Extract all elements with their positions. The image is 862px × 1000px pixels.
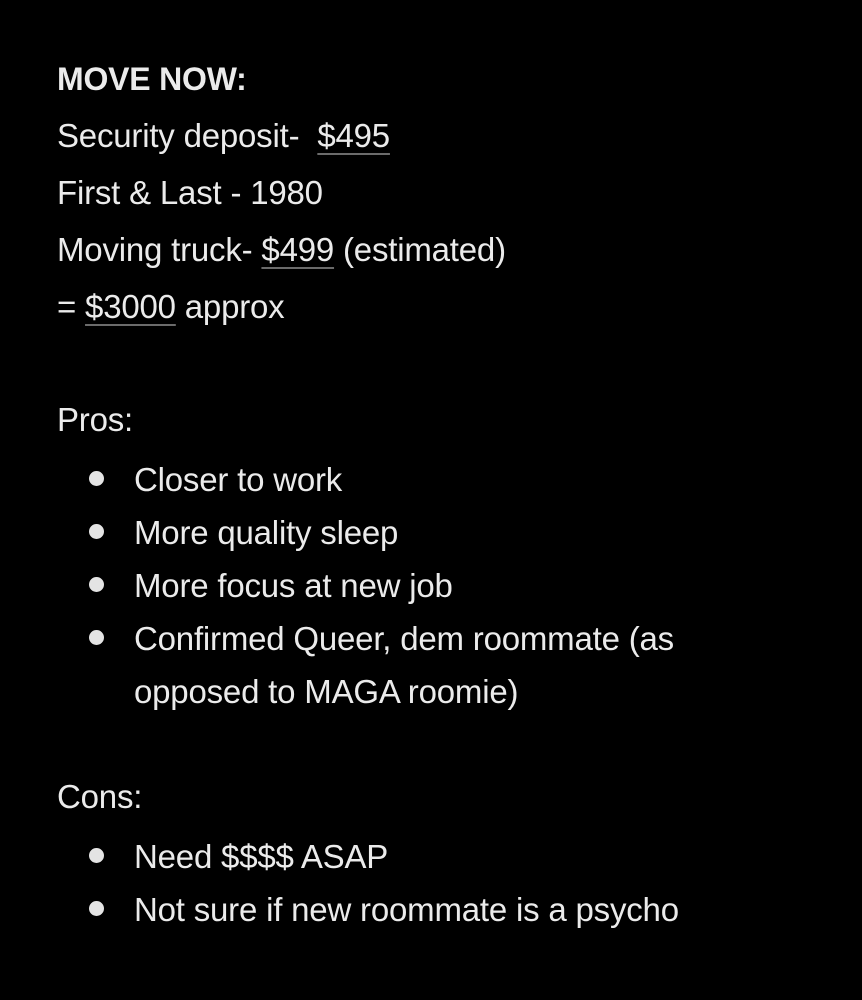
list-item: Not sure if new roommate is a psycho xyxy=(57,883,837,936)
blank-line xyxy=(57,718,837,774)
money-link[interactable]: $499 xyxy=(261,231,335,268)
cost-line-moving-truck xyxy=(57,227,837,284)
cons-list xyxy=(57,830,837,936)
cost-suffix: approx xyxy=(175,288,285,325)
bullet-icon xyxy=(89,848,104,863)
cost-line-total xyxy=(57,284,837,341)
cost-label: First & Last - 1980 xyxy=(57,174,323,211)
bullet-icon xyxy=(89,577,104,592)
pros-heading: Pros: xyxy=(57,401,134,438)
bullet-icon xyxy=(89,524,104,539)
note-body[interactable] xyxy=(57,56,837,936)
cost-line-security-deposit xyxy=(57,113,837,170)
blank-line xyxy=(57,341,837,397)
bullet-icon xyxy=(89,901,104,916)
money-link[interactable]: $3000 xyxy=(85,288,176,325)
note-title: MOVE NOW: xyxy=(57,61,247,97)
bullet-icon xyxy=(89,471,104,486)
list-item: Need $$$$ ASAP xyxy=(57,830,837,883)
cost-line-first-last xyxy=(57,170,837,227)
bullet-icon xyxy=(89,630,104,645)
pros-list xyxy=(57,453,837,718)
list-item: More quality sleep xyxy=(57,506,837,559)
money-link[interactable]: $495 xyxy=(317,117,390,154)
cost-label: Security deposit- xyxy=(57,117,318,154)
cost-suffix: (estimated) xyxy=(334,231,506,268)
cons-heading: Cons: xyxy=(57,778,143,815)
cost-label: = xyxy=(57,288,86,325)
list-item: Confirmed Queer, dem roommate (as opposed to MAGA roomie) xyxy=(57,612,837,718)
list-item: Closer to work xyxy=(57,453,837,506)
cost-label: Moving truck- xyxy=(57,231,262,268)
list-item: More focus at new job xyxy=(57,559,837,612)
